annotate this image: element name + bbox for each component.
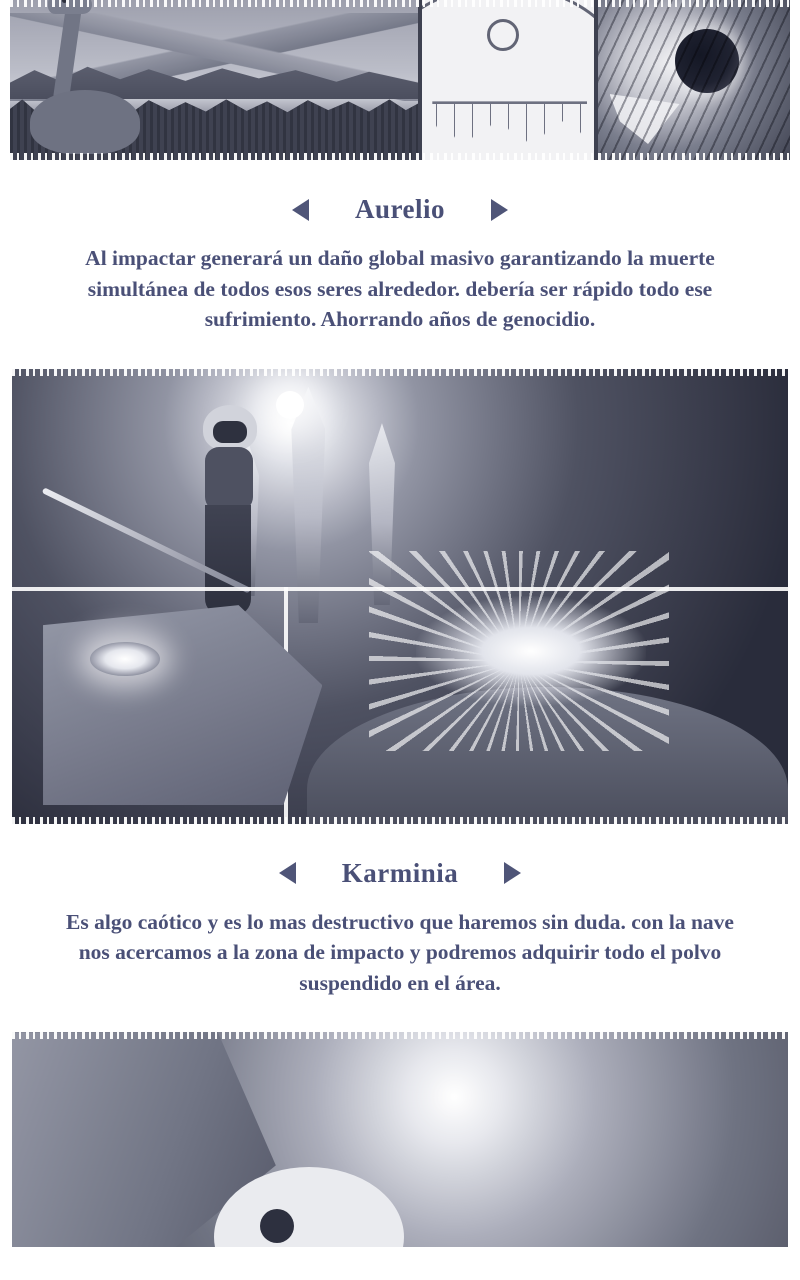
speaker-name: Karminia (341, 857, 459, 888)
panel-dinosaur-landscape (10, 0, 418, 160)
previous-speaker-arrow-icon[interactable] (279, 862, 296, 884)
speaker-row-karminia (0, 858, 800, 889)
panel-artwork (12, 369, 788, 824)
next-speaker-arrow-icon[interactable] (491, 199, 508, 221)
dialogue-text-karminia: Es algo caótico y es lo mas destructivo que haremos sin duda. con la nave nos acercamos a la zona de impacto y podremos adquirir todo el polvo suspendido en el área. (66, 909, 734, 995)
comic-panel-bottom (12, 1032, 788, 1247)
next-speaker-arrow-icon[interactable] (504, 862, 521, 884)
speaker-row-aurelio (0, 194, 800, 225)
creature-glowing-eye (90, 642, 160, 676)
panel-creature-eye-sketch (422, 0, 594, 160)
speaker-name: Aurelio (355, 194, 445, 224)
dinosaur-figure (22, 0, 142, 154)
panel-creature-closeup (598, 0, 790, 160)
dialogue-text-aurelio: Al impactar generará un daño global masivo garantizando la muerte simultánea de todos esos seres alrededor. debería ser rápido todo ese sufrimiento. Ahorrando años de genocidio. (85, 246, 715, 332)
hooded-figure (175, 405, 285, 633)
previous-speaker-arrow-icon[interactable] (292, 199, 309, 221)
comic-panel-top (10, 0, 790, 160)
impact-flash (416, 596, 646, 706)
comic-panel-middle (12, 369, 788, 824)
panel-artwork (10, 0, 790, 160)
panel-artwork (12, 1032, 788, 1247)
